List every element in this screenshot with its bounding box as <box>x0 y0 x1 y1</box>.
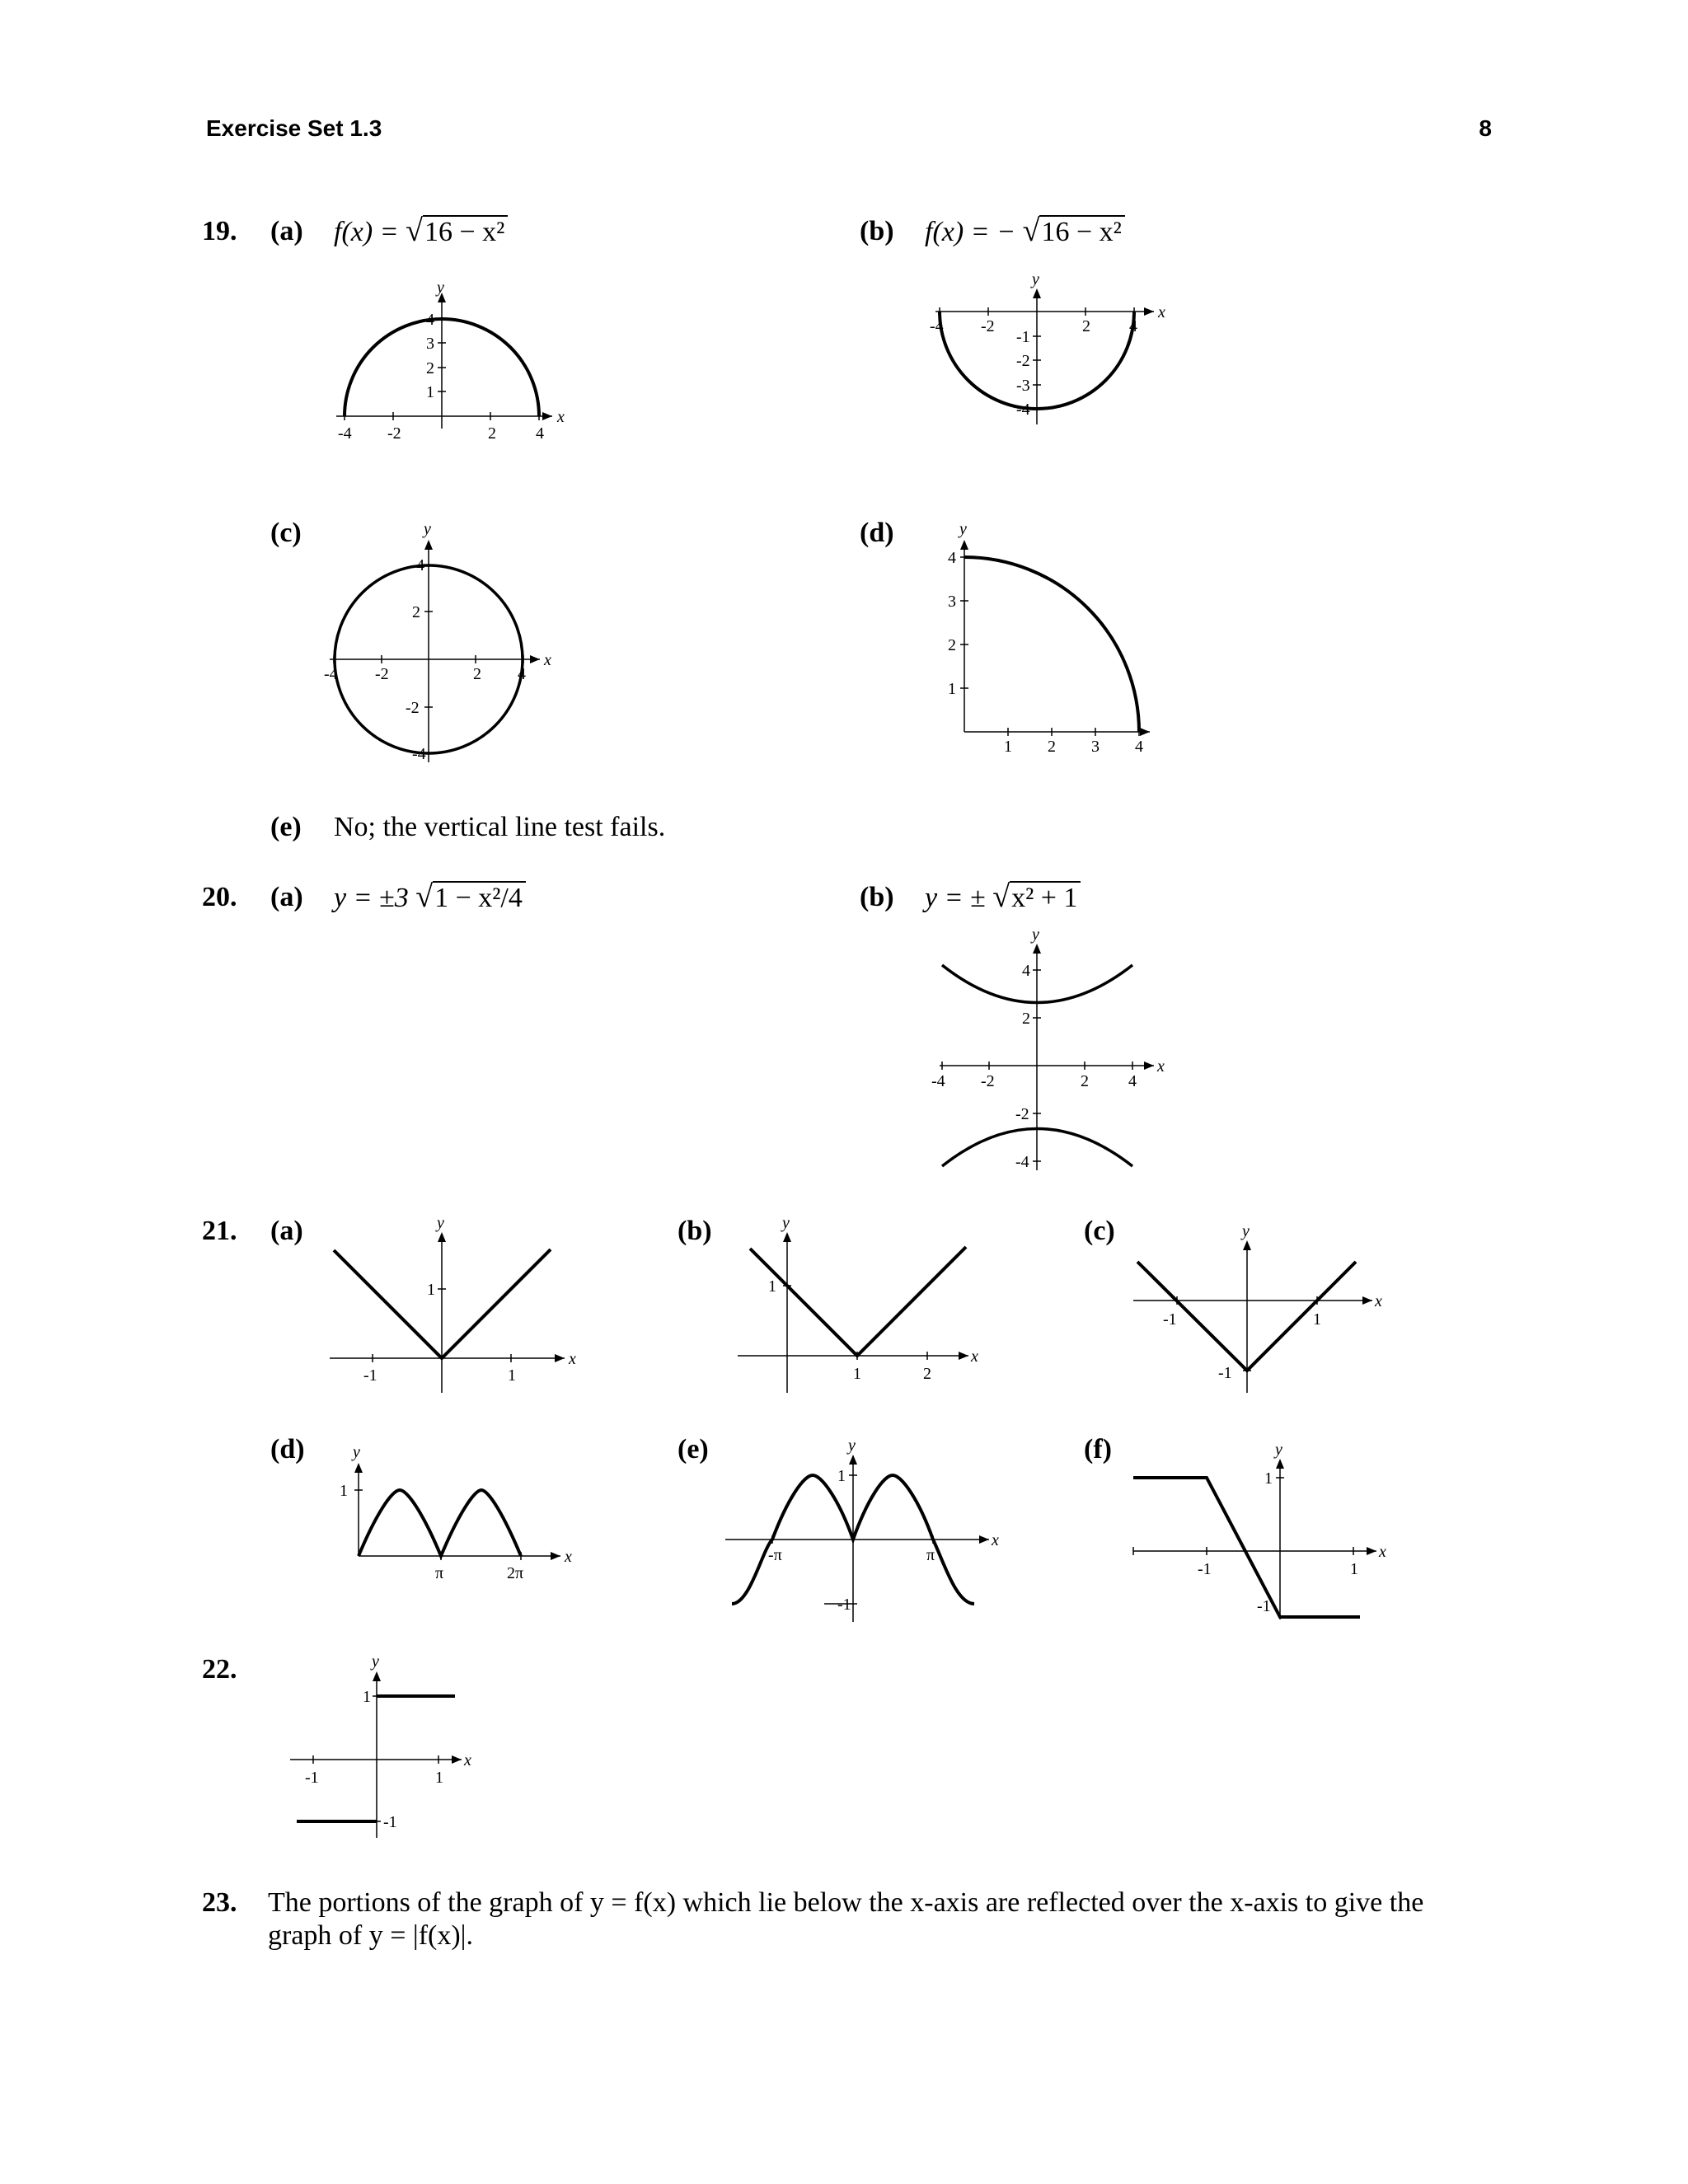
y-axis-label: y <box>437 279 444 297</box>
tick-label: 3 <box>948 593 956 611</box>
tick-label: 1 <box>427 1281 435 1299</box>
tick-label: 2 <box>473 665 481 683</box>
problem-23-number: 23. <box>202 1887 237 1918</box>
x-axis-label: x <box>464 1751 471 1769</box>
tick-label: -1 <box>1016 328 1030 346</box>
y-axis-label: y <box>424 520 431 538</box>
tick-label: -4 <box>324 665 338 683</box>
y-axis-label: y <box>1275 1441 1282 1459</box>
tick-label: 2 <box>923 1365 931 1383</box>
tick-label: -4 <box>1015 1153 1029 1171</box>
x-axis-label: x <box>992 1531 999 1549</box>
tick-label: 4 <box>518 665 526 683</box>
tick-label: 2 <box>426 359 434 377</box>
x-axis-label: x <box>1375 1292 1382 1310</box>
tick-label: 1 <box>340 1482 348 1500</box>
problem-19a-label: (a) <box>270 216 303 246</box>
y-axis-label: y <box>782 1214 790 1232</box>
sqrt-content: 16 − x² <box>423 215 508 247</box>
tick-label: 4 <box>426 311 434 329</box>
tick-label: 1 <box>426 383 434 401</box>
problem-21e-label: (e) <box>678 1434 709 1465</box>
y-axis-label: y <box>1032 270 1039 288</box>
tick-label: 2 <box>1081 1072 1089 1090</box>
x-axis-label: x <box>1379 1543 1386 1561</box>
tick-label: 3 <box>1091 738 1100 756</box>
tick-label: 2 <box>948 636 956 654</box>
tick-label: 1 <box>435 1769 443 1787</box>
tick-label: 4 <box>1129 317 1137 335</box>
formula-lhs: y = ± <box>925 883 986 913</box>
tick-label: 2 <box>488 424 496 443</box>
problem-22-number: 22. <box>202 1654 237 1685</box>
formula-lhs: f(x) = − <box>925 217 1016 247</box>
tick-label: -2 <box>981 317 995 335</box>
problem-21-number: 21. <box>202 1216 237 1246</box>
tick-label: 1 <box>363 1688 371 1706</box>
tick-label: -4 <box>1016 401 1030 419</box>
tick-label: -1 <box>1198 1560 1212 1578</box>
problem-23-text-line2: graph of y = |f(x)|. <box>268 1920 473 1951</box>
tick-label: 2 <box>1022 1010 1030 1028</box>
tick-label: 4 <box>948 549 956 567</box>
problem-19b-label: (b) <box>860 216 894 246</box>
tick-label: -4 <box>412 745 426 763</box>
tick-label: 4 <box>536 424 544 443</box>
tick-label: 1 <box>768 1277 776 1296</box>
tick-label: -2 <box>1015 1105 1029 1123</box>
problem-21d-label: (d) <box>270 1434 305 1465</box>
sqrt-symbol: √ <box>406 213 423 248</box>
tick-label: -1 <box>1163 1310 1177 1329</box>
x-axis-label: x <box>971 1347 978 1366</box>
problem-21b-label: (b) <box>678 1216 712 1246</box>
tick-label: 1 <box>1264 1469 1273 1488</box>
problem-20a-label: (a) <box>270 882 303 912</box>
formula-lhs: f(x) = <box>334 217 399 247</box>
problem-19e-label: (e) <box>270 812 302 842</box>
tick-label: -4 <box>931 1072 945 1090</box>
section-title: Exercise Set 1.3 <box>206 115 382 141</box>
tick-label: -2 <box>375 665 389 683</box>
sqrt-symbol: √ <box>415 879 434 914</box>
tick-label: -2 <box>387 424 401 443</box>
tick-label: 1 <box>1004 738 1012 756</box>
sqrt-content: 1 − x²/4 <box>433 881 526 913</box>
tick-label: -2 <box>406 699 420 717</box>
tick-label: -4 <box>338 424 352 443</box>
y-axis-label: y <box>1032 926 1039 944</box>
tick-label: 2 <box>1048 738 1056 756</box>
tick-label: 4 <box>1022 962 1030 980</box>
y-axis-label: y <box>437 1214 444 1232</box>
tick-label: -2 <box>981 1072 995 1090</box>
tick-label: π <box>926 1546 935 1564</box>
tick-label: -1 <box>837 1596 851 1614</box>
y-axis-label: y <box>848 1436 856 1455</box>
tick-label: 1 <box>508 1366 516 1385</box>
tick-label: 3 <box>426 335 434 353</box>
sqrt-content: x² + 1 <box>1010 881 1081 913</box>
tick-label: -1 <box>363 1366 377 1385</box>
tick-label: 2π <box>507 1564 524 1582</box>
problem-23-text-line1: The portions of the graph of y = f(x) which lie below the x-axis are reflected over the x-axis to give the <box>268 1887 1424 1918</box>
sqrt-symbol: √ <box>1022 213 1040 248</box>
tick-label: -1 <box>1257 1597 1271 1615</box>
tick-label: 4 <box>416 556 424 574</box>
tick-label: 1 <box>1350 1560 1358 1578</box>
problem-20b-label: (b) <box>860 882 894 912</box>
x-axis-label: x <box>1158 303 1165 321</box>
tick-label: -π <box>768 1546 782 1564</box>
page-number: 8 <box>1479 115 1492 141</box>
problem-19d-label: (d) <box>860 518 894 548</box>
tick-label: 2 <box>1082 317 1090 335</box>
problem-21f-label: (f) <box>1084 1434 1112 1465</box>
sqrt-symbol: √ <box>992 879 1010 914</box>
y-axis-label: y <box>959 520 967 538</box>
y-axis-label: y <box>1242 1222 1250 1240</box>
tick-label: π <box>435 1564 444 1582</box>
tick-label: -1 <box>1218 1364 1232 1382</box>
tick-label: 1 <box>948 680 956 698</box>
tick-label: 1 <box>853 1365 861 1383</box>
tick-label: -1 <box>383 1813 397 1831</box>
formula-lhs: y = ±3 <box>334 883 409 913</box>
tick-label: -4 <box>930 317 944 335</box>
sqrt-content: 16 − x² <box>1039 215 1124 247</box>
tick-label: -1 <box>305 1769 319 1787</box>
x-axis-label: x <box>557 408 565 426</box>
problem-20-number: 20. <box>202 882 237 912</box>
tick-label: -3 <box>1016 377 1030 395</box>
x-axis-label: x <box>544 651 551 669</box>
tick-label: 4 <box>1135 738 1143 756</box>
y-axis-label: y <box>372 1652 379 1671</box>
tick-label: 2 <box>412 603 420 621</box>
problem-19e-text: No; the vertical line test fails. <box>334 812 666 842</box>
tick-label: -2 <box>1016 352 1030 370</box>
tick-label: 1 <box>1313 1310 1321 1329</box>
x-axis-label: x <box>565 1548 572 1566</box>
x-axis-label: x <box>569 1350 576 1368</box>
problem-19-number: 19. <box>202 216 237 246</box>
problem-21c-label: (c) <box>1084 1216 1115 1246</box>
tick-label: 1 <box>837 1467 846 1485</box>
problem-19c-label: (c) <box>270 518 302 548</box>
tick-label: 4 <box>1128 1072 1137 1090</box>
y-axis-label: y <box>353 1443 360 1461</box>
problem-21a-label: (a) <box>270 1216 303 1246</box>
x-axis-label: x <box>1157 1057 1165 1076</box>
